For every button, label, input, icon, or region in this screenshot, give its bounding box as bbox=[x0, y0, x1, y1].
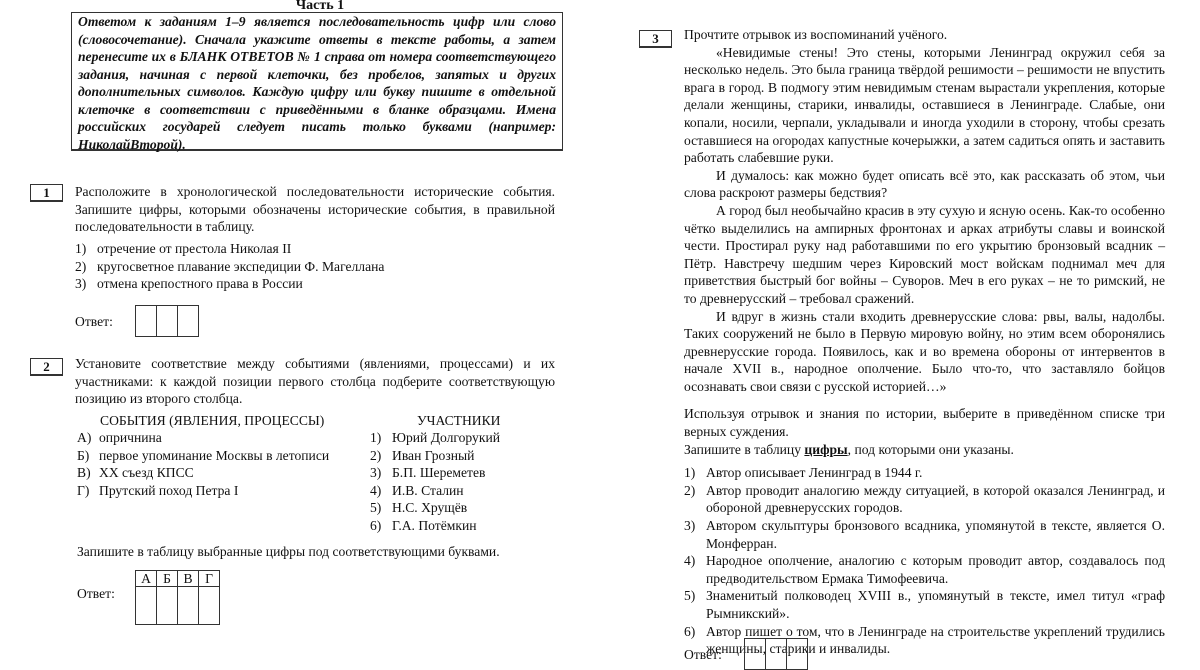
text: Запишите в таблицу bbox=[684, 441, 805, 457]
task1-answer-boxes[interactable] bbox=[136, 305, 199, 337]
events-list bbox=[77, 429, 329, 499]
task3-passage bbox=[684, 26, 1165, 658]
task3-write-instruction bbox=[684, 441, 1165, 459]
participants-header: УЧАСТНИКИ bbox=[417, 413, 501, 428]
column-letter: А bbox=[136, 571, 157, 587]
list-item: 2) Иван Грозный bbox=[370, 447, 475, 463]
list-item: 3) отмена крепостного права в России bbox=[75, 276, 303, 292]
answer-cell[interactable] bbox=[765, 638, 787, 670]
participants-list bbox=[370, 429, 500, 535]
emphasis: цифры bbox=[804, 441, 848, 457]
answer-label: Ответ: bbox=[77, 586, 115, 601]
list-item: 6) Г.А. Потёмкин bbox=[370, 517, 477, 533]
list-item: 5) Н.С. Хрущёв bbox=[370, 500, 468, 516]
task2-text: Установите соответствие между событиями (явлениями, процессами) и их участниками: к каждой позиции первого столбца подберите соответствующую позицию из второго столбца. bbox=[75, 356, 555, 407]
answer-cell[interactable] bbox=[136, 587, 157, 625]
answer-cell[interactable] bbox=[786, 638, 808, 670]
answer-label: Ответ: bbox=[684, 647, 722, 662]
part-title: Часть 1 bbox=[295, 0, 345, 13]
passage-paragraph: И думалось: как можно будет описать всё это, как рассказать об этом, чьи слова раскроют размеры бедствия? bbox=[684, 167, 1165, 201]
list-item: 4) И.В. Сталин bbox=[370, 482, 464, 498]
task-number-3: 3 bbox=[639, 30, 672, 48]
answer-cell[interactable] bbox=[178, 587, 199, 625]
task-number-1: 1 bbox=[30, 184, 63, 202]
list-item: 6) Автор пишет о том, что в Ленинграде на строительстве укреплений трудились женщины, старики и инвалиды. bbox=[684, 623, 1165, 657]
passage-paragraph: И вдруг в жизнь стали входить древнерусские слова: рвы, валы, надолбы. Таких сооружений не было в Первую мировую войну, но этим всем оборонялись древнерусские города. Появилось, как и во времена обороны от интервентов в начале XVII в., народное ополчение. Было что-то, что заставляло бойцов осознавать свои связи с русской историей…» bbox=[684, 308, 1165, 394]
answer-cell[interactable] bbox=[157, 587, 178, 625]
column-letter: Г bbox=[199, 571, 220, 587]
list-item: 2) Автор проводит аналогию между ситуацией, в которой оказался Ленинград, и обороной древнерусских городов. bbox=[684, 482, 1165, 516]
list-item: 3) Б.П. Шереметев bbox=[370, 465, 486, 481]
answer-cell[interactable] bbox=[177, 305, 199, 337]
events-header: СОБЫТИЯ (ЯВЛЕНИЯ, ПРОЦЕССЫ) bbox=[100, 413, 325, 428]
list-item: 1) отречение от престола Николая II bbox=[75, 241, 292, 256]
list-item: Б) первое упоминание Москвы в летописи bbox=[77, 447, 330, 463]
list-item: В) XX съезд КПСС bbox=[77, 465, 194, 481]
column-letter: Б bbox=[157, 571, 178, 587]
answer-cell[interactable] bbox=[744, 638, 766, 670]
answer-cell[interactable] bbox=[156, 305, 178, 337]
list-item: 5) Знаменитый полководец XVIII в., упомянутый в тексте, имел титул «граф Рымникский». bbox=[684, 588, 1165, 621]
passage-paragraph: А город был необычайно красив в эту сухую и ясную осень. Как-то особенно чётко выделились на ампирных фронтонах и арках атрибуты славы и воинской чести. Простирал руку над работавшими по его укрытию бронзовый всадник – Пётр. Навстречу шедшим через Кировский мост войскам поднимал меч для приветствия быстрый бог войны – Суворов. Меч в его руках – не то римский, не то древнерусский – требовал сражений. bbox=[684, 202, 1165, 306]
text: , под которыми они указаны. bbox=[847, 441, 1014, 457]
task-number-2: 2 bbox=[30, 358, 63, 376]
answer-cell[interactable] bbox=[135, 305, 157, 337]
task1-items bbox=[75, 240, 555, 293]
task1-text: Расположите в хронологической последовательности исторические события. Запишите цифры, которыми обозначены исторические события, в правильной последовательности в таблицу. bbox=[75, 184, 555, 235]
passage-paragraph: «Невидимые стены! Это стены, которыми Ленинград окружил себя за несколько недель. Это была граница твёрдой решимости – решимости не впустить врага в город. В подмогу этим невидимым стенам вырастали укрепления, которые делали женщины, старики, инвалиды, оставшиеся в Ленинграде. Слабые, они копали, носили, черпали, укладывали и иногда уходили в сторону, чтобы срезать оставшиеся на огородах капустные кочерыжки, а затем садиться опять и заставить работать слабевшие руки. bbox=[684, 44, 1165, 166]
list-item: 3) Автором скульптуры бронзового всадника, упомянутой в тексте, является О. Монферран. bbox=[684, 518, 1165, 551]
task2-instruction: Запишите в таблицу выбранные цифры под соответствующими буквами. bbox=[77, 544, 500, 559]
task3-answer-boxes[interactable] bbox=[745, 638, 808, 670]
task2-answer-table[interactable] bbox=[135, 570, 220, 625]
column-letter: В bbox=[178, 571, 199, 587]
task3-intro: Прочтите отрывок из воспоминаний учёного. bbox=[684, 27, 948, 42]
instructions-box: Ответом к заданиям 1–9 является последовательность цифр или слово (словосочетание). Сначала укажите ответы в тексте работы, а затем перенесите их в БЛАНК ОТВЕТОВ № 1 справа от номера соответствующего задания, начиная с первой клеточки, без пробелов, запятых и других дополнительных символов. Каждую цифру или букву пишите в отдельной клеточке в соответствии с приведёнными в бланке образцами. Имена российских государей следует писать только буквами (например: НиколайВторой). bbox=[71, 12, 563, 151]
task3-question: Используя отрывок и знания по истории, выберите в приведённом списке три верных суждения. bbox=[684, 406, 1165, 440]
list-item: Г) Прутский поход Петра I bbox=[77, 482, 239, 498]
list-item: А) опричнина bbox=[77, 430, 162, 445]
list-item: 4) Народное ополчение, аналогию с которым проводит автор, создавалось под предводительством Ермака Тимофеевича. bbox=[684, 553, 1165, 586]
list-item: 2) кругосветное плавание экспедиции Ф. Магеллана bbox=[75, 258, 385, 274]
answer-cell[interactable] bbox=[199, 587, 220, 625]
list-item: 1) Автор описывает Ленинград в 1944 г. bbox=[684, 465, 923, 481]
answer-label: Ответ: bbox=[75, 314, 113, 329]
task3-options bbox=[684, 464, 1165, 658]
list-item: 1) Юрий Долгорукий bbox=[370, 430, 500, 445]
